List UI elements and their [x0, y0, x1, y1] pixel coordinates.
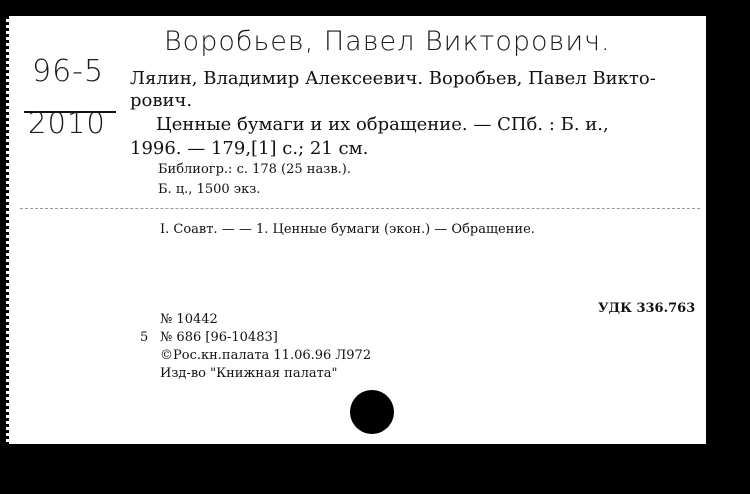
copyright-line: ©Рос.кн.палата 11.06.96 Л972 — [160, 348, 372, 363]
entry-imprint-line: 1996. — 179,[1] с.; 21 см. — [130, 138, 369, 159]
card-edge — [6, 16, 9, 444]
record-number: № 10442 — [160, 312, 218, 327]
record-line-2: № 686 [96-10483] — [160, 330, 278, 345]
shelf-mark-top: 96-5 — [32, 54, 105, 89]
entry-price: Б. ц., 1500 экз. — [158, 182, 261, 197]
udk-code: УДК 336.763 — [598, 301, 696, 316]
catalog-card — [6, 16, 706, 444]
record-prefix: 5 — [140, 330, 149, 345]
handwritten-heading: Воробьев, Павел Викторович. — [164, 26, 611, 57]
subject-headings: I. Соавт. — — 1. Ценные бумаги (экон.) — Обращение. — [160, 222, 535, 237]
entry-author-line-2: рович. — [130, 90, 193, 111]
entry-author-line: Лялин, Владимир Алексеевич. Воробьев, Павел Викто- — [130, 68, 656, 89]
publisher-line: Изд-во "Книжная палата" — [160, 366, 338, 381]
punch-hole — [350, 390, 394, 434]
entry-bibliography: Библиогр.: с. 178 (25 назв.). — [158, 162, 351, 177]
entry-title-line: Ценные бумаги и их обращение. — СПб. : Б. и., — [156, 114, 609, 135]
shelf-mark-bottom: 2010 — [28, 106, 106, 140]
dotted-separator — [20, 208, 700, 209]
